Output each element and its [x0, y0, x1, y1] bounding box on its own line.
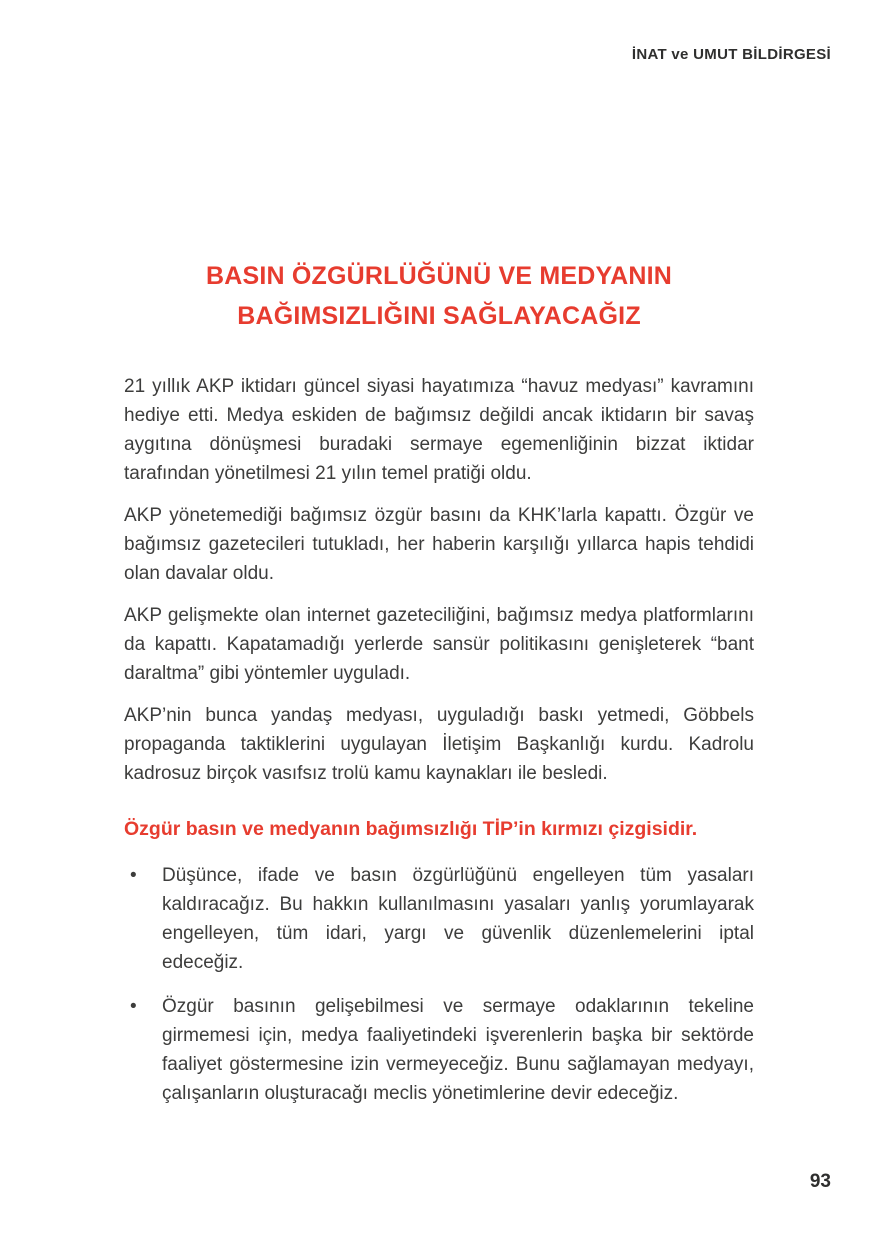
bullet-text: Özgür basının gelişebilmesi ve sermaye odaklarının tekeline girmemesi için, medya faaliyetindeki işverenlerin başka bir sektörde faaliyet göstermesine izin vermeyeceğiz. Bunu sağlamayan medyayı, çalışanların oluşturacağı meclis yönetimlerine devir edeceğiz.: [162, 996, 754, 1104]
bullet-marker: •: [130, 865, 137, 886]
paragraph: AKP yönetemediği bağımsız özgür basını da KHK’larla kapattı. Özgür ve bağımsız gazetecileri tutukladı, her haberin karşılığı yıllarca hapis tehdidi olan davalar oldu.: [124, 505, 754, 584]
paragraph: AKP’nin bunca yandaş medyası, uyguladığı baskı yetmedi, Göbbels propaganda taktiklerini uygulayan İletişim Başkanlığı kurdu. Kadrolu kadrosuz birçok vasıfsız trolü kamu kaynakları ile besledi.: [124, 705, 754, 784]
section-title-line2: BAĞIMSIZLIĞINI SAĞLAYACAĞIZ: [237, 302, 641, 330]
bullet-text: Düşünce, ifade ve basın özgürlüğünü engelleyen tüm yasaları kaldıracağız. Bu hakkın kullanılmasını yasaları yanlış yorumlayarak engelleyen, tüm idari, yargı ve güvenlik düzenlemelerini iptal edeceğiz.: [162, 865, 754, 973]
body-text: [124, 372, 754, 788]
bullet-item: [124, 992, 754, 1108]
section-title-line1: BASIN ÖZGÜRLÜĞÜNÜ VE MEDYANIN: [205, 262, 673, 290]
section-title: [124, 256, 754, 336]
bullet-item: [124, 861, 754, 977]
page-content: [124, 256, 754, 1123]
running-header: İNAT ve UMUT BİLDİRGESİ: [631, 46, 831, 63]
subheading: Özgür basın ve medyanın bağımsızlığı TİP’in kırmızı çizgisidir.: [124, 818, 698, 840]
paragraph: 21 yıllık AKP iktidarı güncel siyasi hayatımıza “havuz medyası” kavramını hediye etti. Medya eskiden de bağımsız değildi ancak iktidarın bir savaş aygıtına dönüşmesi buradaki sermaye egemenliğinin bizzat iktidar tarafından yönetilmesi 21 yılın temel pratiği oldu.: [124, 376, 754, 484]
paragraph: AKP gelişmekte olan internet gazeteciliğini, bağımsız medya platformlarını da kapattı. Kapatamadığı yerlerde sansür politikasını genişleterek “bant daraltma” gibi yöntemler uyguladı.: [124, 605, 754, 684]
page-number: 93: [809, 1171, 831, 1192]
bullet-list: [124, 861, 754, 1108]
bullet-marker: •: [130, 996, 137, 1017]
